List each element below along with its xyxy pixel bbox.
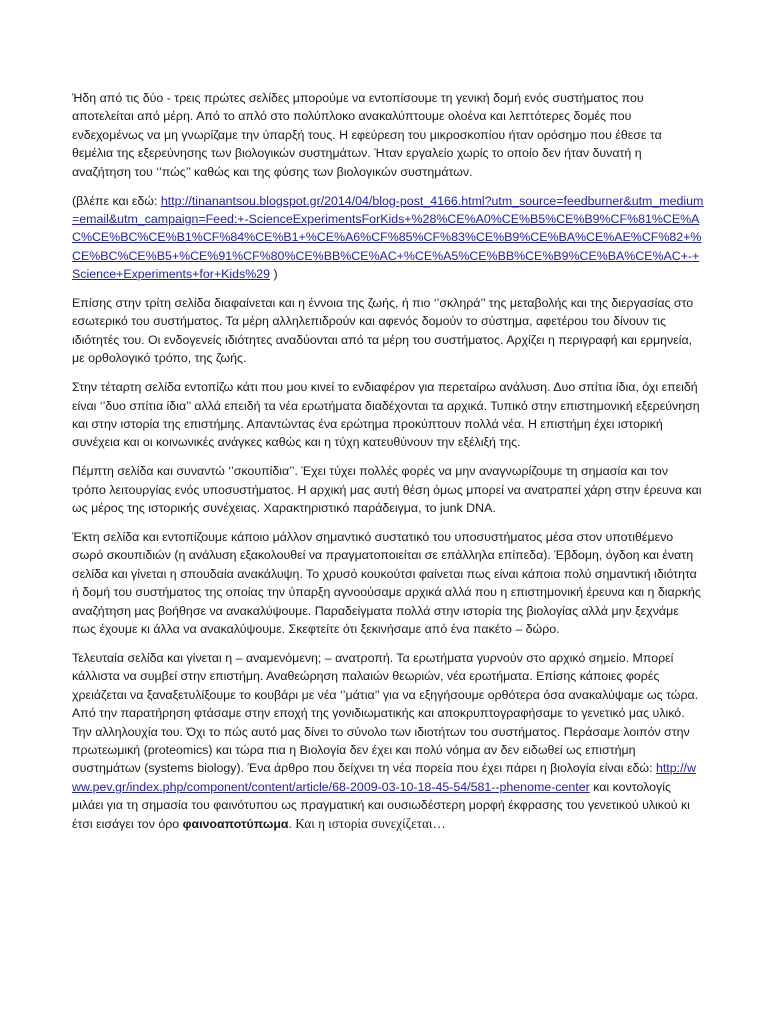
paragraph-7-after-link: και κοντολογίς μιλάει για τη σημασία του φαινότυπου ως πραγματική και ουσιωδέστερη μορφή έκφρασης του γενετικού υλικού κι έτσι εισάγει τον όρο (72, 779, 690, 831)
paragraph-2 (72, 192, 704, 284)
paragraph-7 (72, 649, 704, 833)
closing-sentence: Και η ιστορία συνεχίζεται… (291, 815, 446, 831)
paragraph-2-suffix: ) (270, 267, 278, 282)
paragraph-7-period: . (288, 816, 292, 831)
paragraph-2-prefix: (βλέπε και εδώ: (72, 193, 161, 208)
paragraph-1: Ήδη από τις δύο - τρεις πρώτες σελίδες μπορούμε να εντοπίσουμε τη γενική δομή ενός συστήματος που αποτελείται από μέρη. Από το απλό στο πολύπλοκο ανακαλύπτουμε ολοένα και λεπτότερες δομές που ενδεχομένως να μη γνωρίζαμε την ύπαρξή τους. Η εφεύρεση του μικροσκοπίου ήταν ορόσημο που έθεσε τα θεμέλια της εξερεύνησης των βιολογικών συστημάτων. Ήταν εργαλείο χωρίς το οποίο δεν ήταν δυνατή η αναζήτηση του ‘’πώς’’ καθώς και της φύσης των βιολογικών συστημάτων. (72, 91, 662, 179)
blog-post-link[interactable]: http://tinanantsou.blogspot.gr/2014/04/blog-post_4166.html?utm_source=feedburner&utm_medium=email&utm_campaign=Feed:+-ScienceExperimentsForKids+%28%CE%A0%CE%B5%CE%B9%CF%81%CE%AC%CE%BC%CE%B1%CF%84%CE%B1+%CE%A6%CF%85%CF%83%CE%B9%CE%BA%CE%AE%CF%82+%CE%BC%CE%B5+%CE%91%CF%80%CE%BB%CE%AC+%CE%A5%CE%BB%CE%B9%CE%BA%CE%AC+-+Science+Experiments+for+Kids%29 (72, 193, 704, 282)
document-page (72, 89, 704, 844)
phenome-term: φαινοαποτύπωμα (182, 816, 289, 831)
paragraph-4: Στην τέταρτη σελίδα εντοπίζω κάτι που μου κινεί το ενδιαφέρον για περεταίρω ανάλυση. Δυο σπίτια ίδια, όχι επειδή είναι ‘’δυο σπίτια ίδια’’ αλλά επειδή τα νέα ερωτήματα διαδέχονται τα αρχικά. Τυπικό στην επιστημονική εξερεύνηση και στην ιστορία της επιστήμης. Απαντώντας ένα ερώτημα προκύπτουν πολλά νέα. Η επιστήμη έχει ιστορική συνέχεια και οι κοινωνικές ανάγκες καθώς και η τύχη κατευθύνουν την εξέλιξή της. (72, 380, 700, 450)
paragraph-3: Επίσης στην τρίτη σελίδα διαφαίνεται και η έννοια της ζωής, ή πιο ‘’σκληρά’’ της μεταβολής και της διεργασίας στο εσωτερικό του συστήματος. Τα μέρη αλληλεπιδρούν και αφενός δομούν το σύστημα, αφετέρου του δίνουν τις ιδιότητές του. Οι ενδογενείς ιδιότητες αναδύονται από τα μέρη του συστήματος. Αρχίζει η περιγραφή και ερμηνεία, με ορθολογικό τρόπο, της ζωής. (72, 296, 694, 366)
paragraph-7-text: Τελευταία σελίδα και γίνεται η – αναμενόμενη; – ανατροπή. Τα ερωτήματα γυρνούν στο αρχικό σημείο. Μπορεί κάλλιστα να συμβεί στην επιστήμη. Αναθεώρηση παλαιών θεωριών, νέα ερωτήματα. Επίσης κάποιες φορές χρειάζεται να ξαναξετυλίξουμε το κουβάρι με νέα ‘’μάτια’’ για να εξηγήσουμε ορθότερα όσα ανακαλύψαμε ως τώρα. Από την παρατήρηση φτάσαμε στην εποχή της γονιδιωματικής και αποκρυπτογραφήσαμε το γενετικό μας υλικό. Την αλληλουχία του. Όχι το πώς αυτό μας δίνει το σύνολο των ιδιοτήτων του συστήματος. Περάσαμε λοιπόν στην πρωτεωμική (proteomics) και τώρα πια η Βιολογία δεν έχει και πολύ νόημα αν δεν ειδωθεί ως επιστήμη συστημάτων (systems biology). Ένα άρθρο που δείχνει τη νέα πορεία που έχει πάρει η βιολογία είναι εδώ: (72, 650, 699, 776)
pev-article-link[interactable]: http://www.pev.gr/index.php/component/content/article/68-2009-03-10-18-45-54/581--phenome-center (72, 761, 696, 794)
paragraph-6: Έκτη σελίδα και εντοπίζουμε κάποιο μάλλον σημαντικό συστατικό του υποσυστήματος μέσα στον υποτιθέμενο σωρό σκουπιδιών (η ανάλυση εξακολουθεί να πραγματοποιείται σε επάλληλα επίπεδα). Έβδομη, όγδοη και ένατη σελίδα και γίνεται η σπουδαία ανακάλυψη. Το χρυσό κουκούτσι φαίνεται πως είναι κάποια πολύ σημαντική ιδιότητα ή δομή του συστήματος της οποίας την ύπαρξη αγνοούσαμε αρχικά αλλά που η επιστημονική έρευνα και η διαρκής αναζήτηση μας βοήθησε να ανακαλύψουμε. Παραδείγματα πολλά στην ιστορία της βιολογίας αλλά μην ξεχνάμε πως έχουμε κι άλλα να ανακαλύψουμε. Σκεφτείτε ότι ξεκινήσαμε από ένα πακέτο – δώρο. (72, 530, 701, 637)
paragraph-5: Πέμπτη σελίδα και συναντώ ‘’σκουπίδια’’. Έχει τύχει πολλές φορές να μην αναγνωρίζουμε τη σημασία και τον τρόπο λειτουργίας ενός υποσυστήματος. Η αρχική μας αυτή θέση όμως μπορεί να ανατραπεί χάρη στην έρευνα και ως μέρος της ιστορικής συνέχειας. Χαρακτηριστικό παράδειγμα, το junk DNA. (72, 464, 702, 516)
